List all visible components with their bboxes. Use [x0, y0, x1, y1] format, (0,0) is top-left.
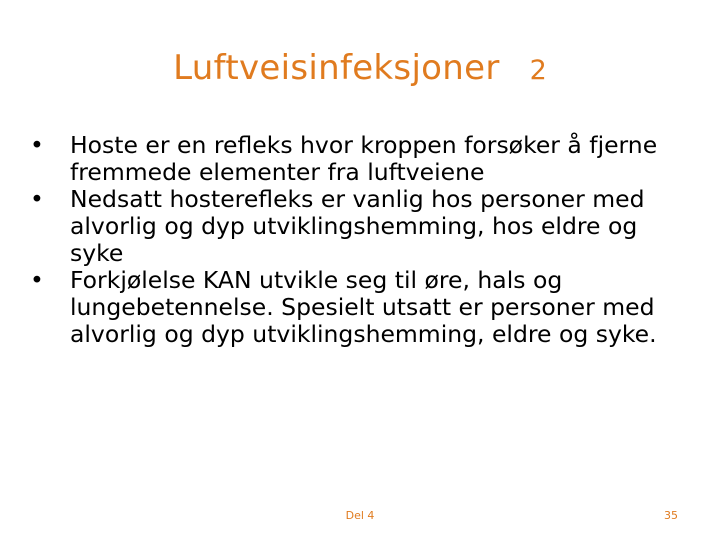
bullet-text: Nedsatt hosterefleks er vanlig hos personer med alvorlig og dyp utviklingshemming, hos eldre og syke — [70, 185, 645, 267]
bullet-text: Hoste er en refleks hvor kroppen forsøker å fjerne fremmede elementer fra luftveiene — [70, 131, 658, 186]
bullet-marker: • — [30, 131, 44, 159]
bullet-text: Forkjølelse KAN utvikle seg til øre, hals og lungebetennelse. Spesielt utsatt er personer med alvorlig og dyp utviklingshemming, eldre og syke. — [70, 266, 657, 348]
slide-title-text: Luftveisinfeksjoner — [173, 48, 500, 88]
footer-section-label — [0, 509, 720, 522]
bullet-marker: • — [30, 266, 44, 294]
bullet-item — [30, 132, 680, 186]
footer-section-text: Del 4 — [345, 509, 375, 522]
slide-page-number: 35 — [664, 509, 678, 522]
slide-title-number: 2 — [529, 55, 547, 86]
bullet-item — [30, 267, 680, 348]
bullet-item — [30, 186, 680, 267]
bullet-marker: • — [30, 185, 44, 213]
slide-title — [0, 44, 720, 95]
bullet-list — [30, 132, 680, 348]
